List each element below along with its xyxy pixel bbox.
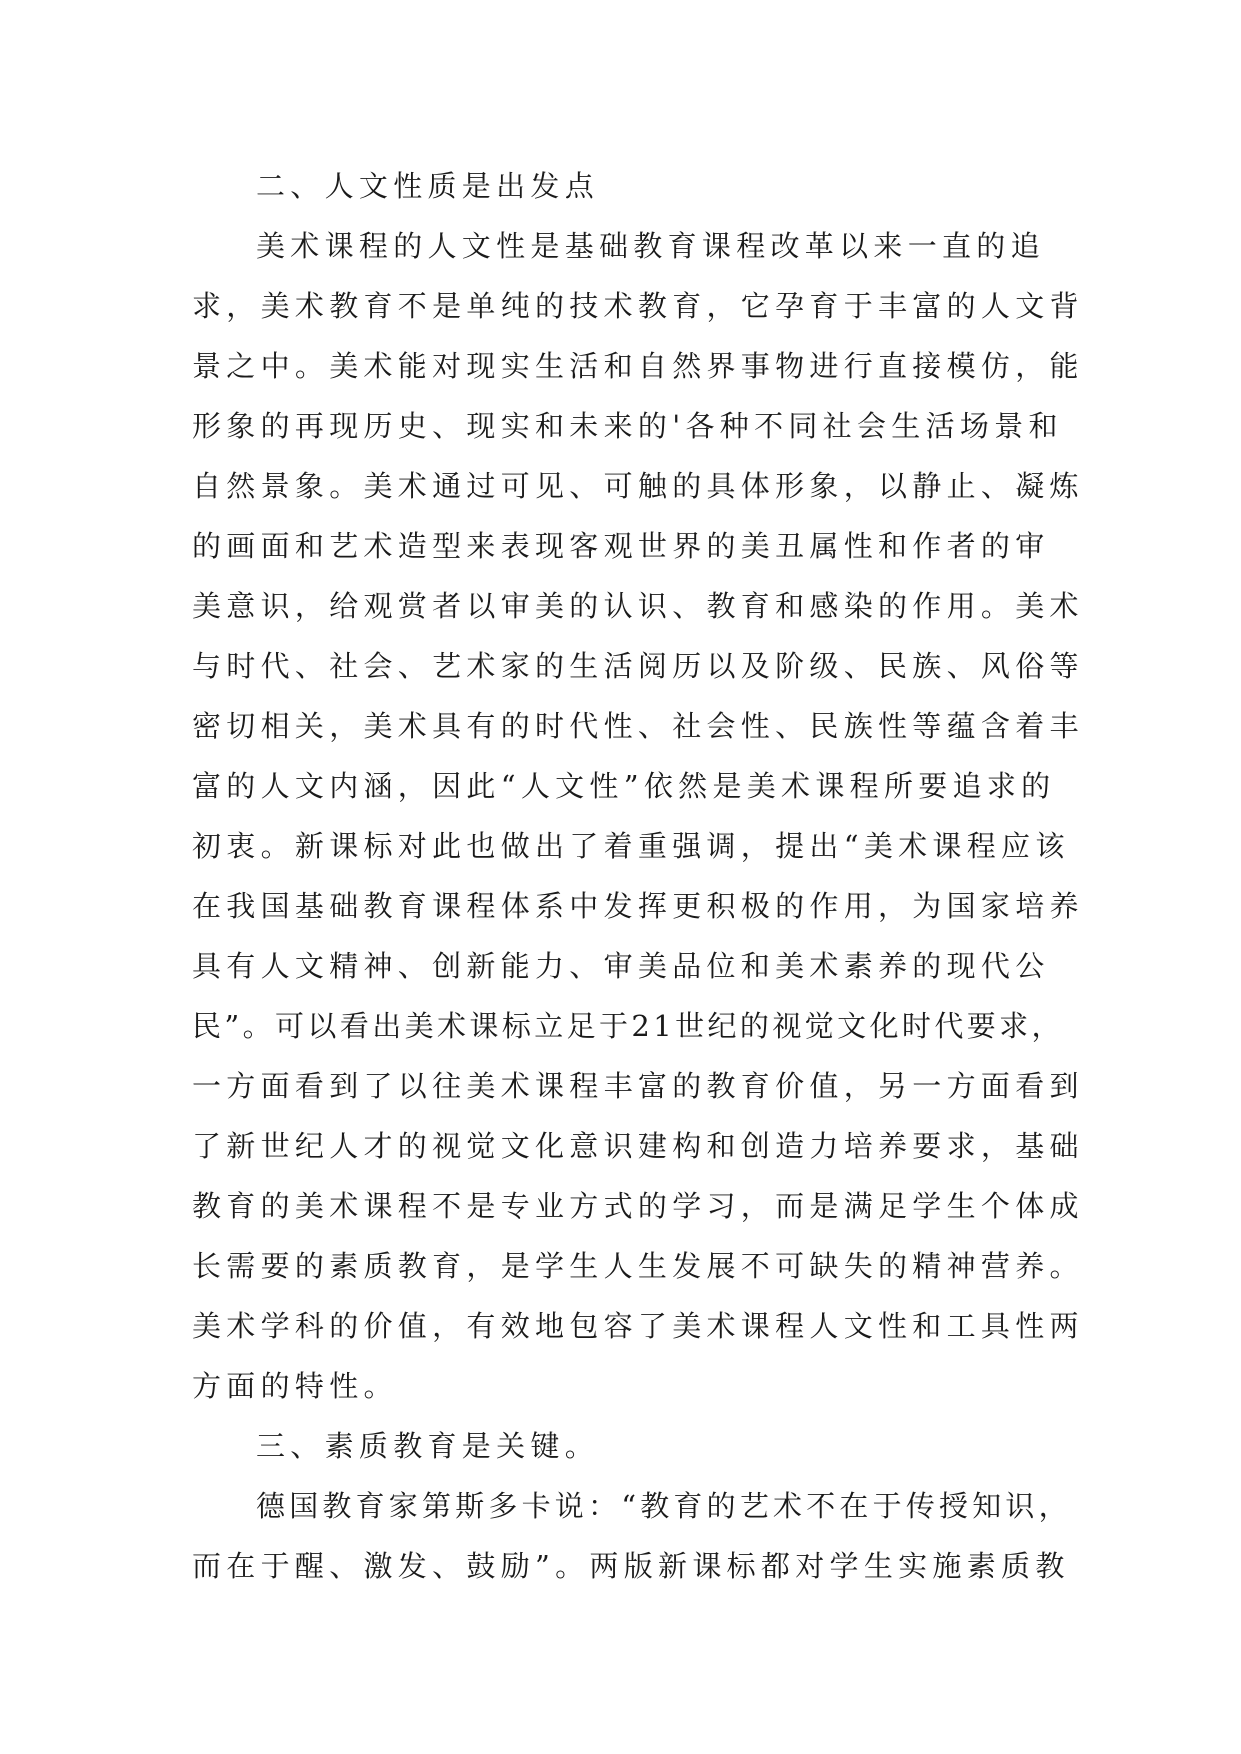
paragraph-line: 形象的再现历史、现实和未来的'各种不同社会生活场景和 (192, 409, 1063, 443)
paragraph-line: 美术学科的价值，有效地包容了美术课程人文性和工具性两 (192, 1309, 1084, 1343)
paragraph-line: 景之中。美术能对现实生活和自然界事物进行直接模仿，能 (192, 349, 1084, 383)
section-heading-2: 二、人文性质是出发点 (256, 169, 600, 203)
paragraph-line: 长需要的素质教育，是学生人生发展不可缺失的精神营养。 (192, 1249, 1084, 1283)
paragraph-line: 方面的特性。 (192, 1369, 398, 1403)
paragraph-line: 的画面和艺术造型来表现客观世界的美丑属性和作者的审 (192, 529, 1050, 563)
paragraph-line: 教育的美术课程不是专业方式的学习，而是满足学生个体成 (192, 1189, 1084, 1223)
paragraph-line: 美意识，给观赏者以审美的认识、教育和感染的作用。美术 (192, 589, 1084, 623)
paragraph-line: 密切相关，美术具有的时代性、社会性、民族性等蕴含着丰 (192, 709, 1084, 743)
paragraph-line: 而在于醒、激发、鼓励”。两版新课标都对学生实施素质教 (192, 1549, 1070, 1583)
paragraph-line: 初衷。新课标对此也做出了着重强调，提出“美术课程应该 (192, 829, 1070, 863)
paragraph-line: 求，美术教育不是单纯的技术教育，它孕育于丰富的人文背 (192, 289, 1084, 323)
paragraph-line: 自然景象。美术通过可见、可触的具体形象，以静止、凝炼 (192, 469, 1084, 503)
paragraph-line: 具有人文精神、创新能力、审美品位和美术素养的现代公 (192, 949, 1050, 983)
paragraph-line: 了新世纪人才的视觉文化意识建构和创造力培养要求，基础 (192, 1129, 1084, 1163)
paragraph-line: 在我国基础教育课程体系中发挥更积极的作用，为国家培养 (192, 889, 1084, 923)
paragraph-line: 民”。可以看出美术课标立足于21世纪的视觉文化时代要求， (192, 1009, 1064, 1043)
paragraph-line: 德国教育家第斯多卡说：“教育的艺术不在于传授知识， (256, 1489, 1072, 1523)
paragraph-line: 一方面看到了以往美术课程丰富的教育价值，另一方面看到 (192, 1069, 1084, 1103)
paragraph-line: 与时代、社会、艺术家的生活阅历以及阶级、民族、风俗等 (192, 649, 1084, 683)
section-heading-3: 三、素质教育是关键。 (256, 1429, 600, 1463)
paragraph-line: 富的人文内涵，因此“人文性”依然是美术课程所要追求的 (192, 769, 1056, 803)
paragraph-line: 美术课程的人文性是基础教育课程改革以来一直的追 (256, 229, 1045, 263)
